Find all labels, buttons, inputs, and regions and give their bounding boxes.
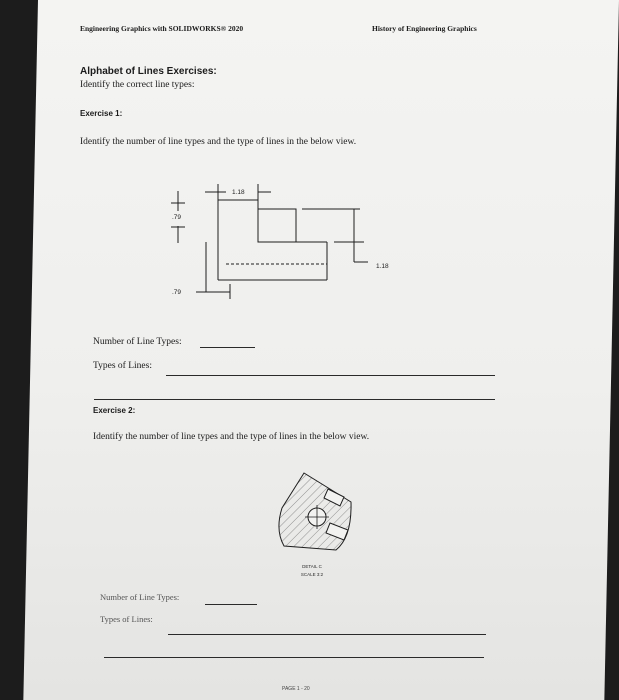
dimension-label-right: 1.18 <box>376 263 389 270</box>
page-number: PAGE 1 - 20 <box>282 686 310 692</box>
header-chapter-title: History of Engineering Graphics <box>372 24 477 33</box>
dimension-label-left: .79 <box>172 214 182 221</box>
exercise1-title: Exercise 1: <box>80 109 123 118</box>
exercise2-count-answer-line[interactable] <box>205 604 257 605</box>
exercise1-instruction: Identify the number of line types and the type of lines in the below view. <box>80 137 357 147</box>
header-book-title: Engineering Graphics with SOLIDWORKS® 2020 <box>80 24 244 33</box>
section-title: Alphabet of Lines Exercises: <box>80 66 217 77</box>
exercise2-types-label: Types of Lines: <box>100 614 153 624</box>
exercise2-title: Exercise 2: <box>93 406 136 415</box>
exercise1-types-label: Types of Lines: <box>93 361 152 371</box>
scale-label: SCALE 3:2 <box>300 572 324 577</box>
exercise2-count-label: Number of Line Types: <box>100 592 180 602</box>
exercise1-count-label: Number of Line Types: <box>93 337 182 347</box>
section-subtitle: Identify the correct line types: <box>80 80 195 90</box>
dimension-label-top: 1.18 <box>232 189 245 196</box>
exercise2-types-answer-line[interactable] <box>168 634 486 635</box>
dimension-label-bottom: .79 <box>172 289 182 296</box>
exercise2-types-answer-line-2[interactable] <box>104 657 484 658</box>
exercise2-instruction: Identify the number of line types and the type of lines in the below view. <box>93 432 370 442</box>
detail-label: DETAIL C <box>302 564 322 569</box>
